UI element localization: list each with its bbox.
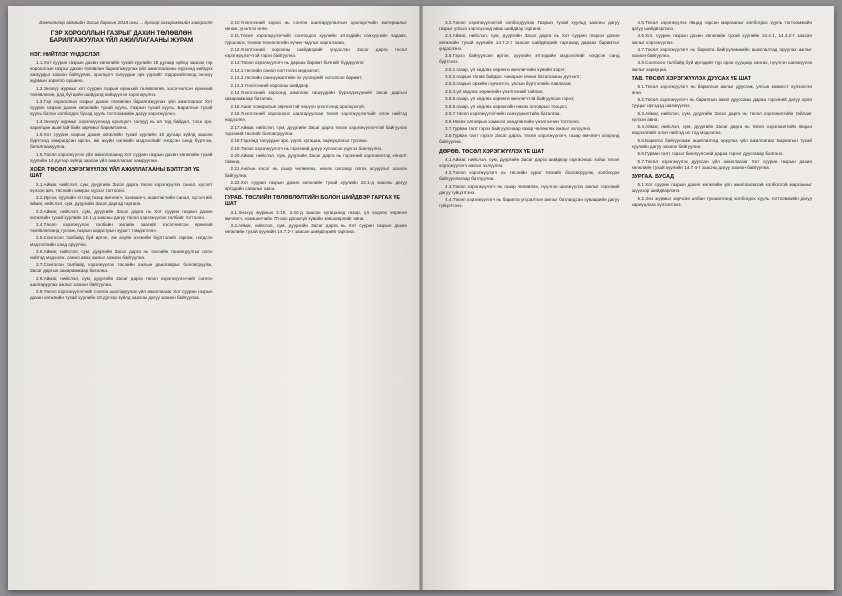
- paragraph: 2.19.Төсөл хэрэгжүүлэгч нь гэрээний дагуу хүлээсэн үүргээ биелүүлнэ.: [230, 145, 383, 151]
- paragraph: 2.13.Төсөл хэрэгжүүлэгч нь дараах баримт бичгийг бүрдүүлнэ:: [230, 60, 365, 66]
- paragraph: 4.8.Сонгосон талбайд буй иргэдийг түр орон сууцаар хангах, нүүлгэн шилжүүлэх ажлыг хариуцна.: [631, 60, 812, 72]
- right-page: [421, 6, 834, 590]
- paragraph: 4.7.Төсөл хэрэгжүүлэгч нь барилга байгууламжийн ашиглалтад оруулах ажлыг зохион байгуулна.: [631, 46, 812, 59]
- paragraph: 3.8.Гурван талт гэрээг Засаг дарга, төсөл хэрэгжүүлэгч, газар өмчлөгч хооронд байгуулна.: [439, 133, 620, 145]
- paragraph: 2.11.Төсөл хэрэгжүүлэгчийг сонгохдоо хуулийн этгээдийн санхүүгийн чадавх, туршлага, техник технологийн хүчин чадлыг харгалзана.: [224, 33, 407, 45]
- paragraph: 4.1.Аймаг, нийслэл, сум, дүүргийн Засаг дарга шийдвэр гаргаснаас хойш төсөл хэрэгжүүлэгч ажлыг эхлүүлнэ.: [439, 156, 620, 168]
- section-heading: ТАВ. ТӨСӨЛ ХЭРЭГЖҮҮЛЭХ ДУУСАХ ҮЕ ШАТ: [631, 75, 752, 82]
- paragraph: 3.2.Аймаг, нийслэл, сум, дүүргийн Засаг дарга нь Хот суурин газрын дахин хөгжлийн тухай хуулийн 14.7.2-т заасан шийдвэрийг гаргана.: [224, 223, 407, 235]
- paragraph: 2.9.Төсөл хэрэгжүүлэгчийг сонгон шалгаруулах үйл ажиллагааг Хот суурин газрын дахин хөгжлийн тухай хуулийн 19 дүгээр зүйлд заасны дагуу зохион байгуулна.: [30, 289, 213, 301]
- section-heading: ЗУРГАА. БУСАД: [631, 173, 674, 180]
- paragraph: 1.6.Төсөл хэрэгжүүлэх үйл ажиллагаанд Хот суурин газрын дахин хөгжлийн тухай хуулийн 14 дүгээр зүйлд заасан үйл ажиллагааг хамруулна.: [30, 151, 213, 163]
- paragraph: 5.1.Төсөл хэрэгжүүлэгч нь барилгын ажлыг дуусгаж, улсын комисст хүлээлгэн өгнө.: [631, 83, 812, 95]
- paragraph: 5.4.Аймаг, нийслэл, сум, дүүргийн Засаг дарга нь төсөл хэрэгжилтийн явцын мэдээллийг олон нийтэд ил тод мэдээлнэ.: [631, 124, 812, 136]
- left-page: [8, 6, 421, 590]
- left-page-column-1: [30, 20, 213, 580]
- paragraph: 2.14.Үнэлгээний хороонд ажиллах гишүүдийн бүрэлдэхүүнийг Засаг даргын захирамжаар батална.: [224, 90, 407, 102]
- paragraph: 2.15.Ашиг сонирхлын зөрчилтэй гишүүн үнэлгээнд оролцохгүй.: [230, 103, 366, 109]
- paragraph: 3.5.Гэрээ байгуулсан иргэн, хуулийн этгээдийн мэдээллийг нэгдсэн санд бүртгэнэ.: [439, 53, 620, 65]
- paragraph: 1.2.Энэхүү журмыг хот суурин газрын ерөнхий төлөвлөгөө, хэсэгчилсэн ерөнхий төлөвлөгөө, дэд бүтцийн шийдэлд нийцүүлэн хэрэгжүүлнэ.: [30, 85, 213, 97]
- paragraph: 3.5.5.газар, үл хөдлөх хөрөнгө өмчлөгчтэй байгуулсан гэрээ;: [445, 96, 575, 102]
- paragraph: 1.5.Хот суурин газрын дахин хөгжлийн тухай хуулийн 10 дугаар зүйлд заасан бүртгэлд хамрагдсан иргэн, аж ахуйн нэгжийн мэдээллийг нэгдсэн санд бүртгэж, баталгаажуулна.: [30, 132, 213, 150]
- paragraph: 4.2.Төсөл хэрэгжүүлэгч нь төслийн зураг төсвийг боловсруулж, холбогдох байгууллагаар батлуулна.: [439, 170, 620, 182]
- paragraph: 3.6.Нөхөх олговрын хэмжээг хөндлөнгийн үнэлгээчин тогтооно.: [445, 118, 581, 124]
- paragraph: 2.13.1.төслийн санал нэгтгэсэн мэдээлэл;: [230, 67, 320, 73]
- paragraph: 3.4.Аймаг, нийслэл, сум, дүүргийн Засаг дарга нь Хот суурин газрын дахин хөгжлийн тухай хуулийн 14.7.2-т заасан шийдвэрийг гаргахад дараах баримтыг үндэслэнэ.: [439, 33, 620, 51]
- left-page-column-2: [225, 20, 408, 580]
- page-gutter: [419, 6, 423, 590]
- paragraph: 3.7.Гурван талт гэрээ байгуулснаар газар чөлөөлөх ажлыг эхлүүлнэ.: [445, 126, 592, 131]
- section-heading: ГУРАВ. ТӨСЛИЙН ТӨЛӨВЛӨЛТИЙН БОЛОН ШИЙДВЭР ГАРГАХ ҮЕ ШАТ: [224, 195, 401, 208]
- paragraph: 5.5.Барилга байгууламж ашиглалтад оруулах үйл ажиллагааг Барилгын тухай хуулийн дагуу зохион байгуулна.: [631, 137, 812, 149]
- paragraph: 1.1.Хот суурин газрын дахин хөгжлийн тухай хуулийн 18 дугаар зүйлд заасан гэр хорооллын газрыг дахин төлөвлөн барилгажуулах үйл ажиллагааны хүрээнд хийгдэх ажлуудыг зохион байгуулах, оролцогч талуудын эрх үүргийг тодорхойлоход энэхүү журмын зорилго оршино.: [30, 60, 213, 84]
- section-heading: ДӨРӨВ. ТӨСӨЛ ХЭРЭГЖҮҮЛЭХ ҮЕ ШАТ: [439, 148, 545, 155]
- section-heading: НЭГ. НИЙТЛЭГ ҮНДЭСЛЭЛ: [30, 51, 100, 58]
- paragraph: 2.2.Иргэн, хуулийн этгээд газар өмчлөгч, эзэмшигч, ашиглагчийн санал, хүсэлтийг аймаг, нийслэл, сум, дүүргийн Засаг даргад гаргана.: [30, 195, 213, 207]
- paragraph: 2.17.Аймаг, нийслэл, сум, дүүргийн Засаг дарга төсөл хэрэгжүүлэгчтэй байгуулах гэрээний төслийг боловсруулна.: [224, 124, 407, 136]
- paragraph: 2.7.Сонгосон талбайд хэрэгжүүлэх төслийн ажлын даалгаврыг боловсруулж, Засаг даргын захирамжаар батална.: [30, 262, 213, 274]
- decree-note: Баянхонгор аймгийн Засаг даргын 2018 оны ... дугаар захирамжийн хавсралт: [39, 20, 213, 25]
- paragraph: 3.5.2.газрын төлөв байдал, чанарын хянан баталгааны дүгнэлт;: [445, 73, 582, 79]
- paragraph: 3.5.6.газар, үл хөдлөх хөрөнгийн нөхөх олговрын тооцоо;: [445, 103, 568, 109]
- document-title: ГЭР ХОРООЛЛЫН ГАЗРЫГ ДАХИН ТӨЛӨВЛӨН БАРИЛГАЖУУЛАХ ҮЙЛ АЖИЛЛАГААНЫ ЖУРАМ: [49, 30, 194, 45]
- paragraph: 2.5.Сонгосон талбайд буй иргэн, аж ахуйн нэгжийн бүртгэлийг гаргаж, нэгдсэн мэдээллийн санд оруулна.: [30, 235, 213, 247]
- paragraph: 4.6.Хот, суурин газрын дахин хөгжлийн тухай хуулийн 14.4.1, 14.4.2-т заасан ажлыг хэрэгжүүлнэ.: [631, 33, 812, 45]
- paragraph: 2.4.Төсөл хэрэгжүүлэх талбайн хилийн заагийг хэсэгчилсэн ерөнхий төлөвлөгөөнд тусгаж, газрын кадастрын зурагт тэмдэглэнэ.: [30, 221, 213, 234]
- paragraph: 2.12.Үнэлгээний хорооны шийдвэрийг үндэслэн Засаг дарга төсөл хэрэгжүүлэгчтэй гэрээ байгуулна.: [224, 46, 407, 59]
- paragraph: 2.1.Аймаг, нийслэл, сум, дүүргийн Засаг дарга төсөл хэрэгжүүлэх санал, хүсэлт хүлээн авч, төслийн хамрах хүрээг тогтооно.: [30, 181, 213, 193]
- paragraph: 2.13.2.төслийн санхүүжилтийн эх үүсвэрийг нотолсон баримт;: [230, 75, 363, 81]
- paragraph: 2.20.Аймаг, нийслэл, сум, дүүргийн Засаг дарга нь гэрээний хэрэгжилтэд хяналт тавина.: [224, 152, 407, 165]
- paragraph: 3.5.3.газрын эрхийн гэрчилгээ, улсын бүртгэлийн лавлагаа;: [445, 81, 572, 87]
- paragraph: 2.21.Ажлын хэсэг нь газар чөлөөлөх, нөхөх олговор олгох асуудлыг зохион байгуулна.: [224, 166, 407, 178]
- right-page-column-1: [439, 20, 620, 580]
- paragraph: 2.16.Үнэлгээний хорооноос шалгаруулсан төсөл хэрэгжүүлэгчийг олон нийтэд мэдээлнэ.: [224, 111, 407, 123]
- right-page-column-2: [632, 20, 813, 580]
- paragraph: 4.5.Төсөл хэрэгжүүлэх явцад гарсан маргааныг холбогдох хууль тогтоомжийн дагуу шийдвэрлэнэ.: [631, 20, 812, 32]
- paragraph: 2.6.Аймаг, нийслэл, сум, дүүргийн Засаг дарга нь төслийн танилцуулгыг олон нийтэд мэдээлж, санал авах ажлыг зохион байгуулна.: [30, 248, 213, 260]
- paragraph: 2.22.Хот суурин газрын дахин хөгжлийн тухай хуулийн 22.1-д заасны дагуу иргэдийн саналыг авна.: [224, 179, 407, 191]
- paragraph: 2.8.Аймаг, нийслэл, сум, дүүргийн Засаг дарга төсөл хэрэгжүүлэгчийг сонгон шалгаруулах ажлыг зохион байгуулна.: [30, 275, 213, 287]
- paragraph: 5.7.Төсөл хэрэгжүүлэх дууссан үйл ажиллагааг Хот суурин газрын дахин хөгжлийн тухай хуулийн 14.7.4-т заасны дагуу зохион байгуулна.: [631, 158, 812, 170]
- section-heading: ХОЁР. ТӨСӨЛ ХЭРЭГЖҮҮЛЭХ ҮЙЛ АЖИЛЛАГААНЫ БЭЛТГЭЛ ҮЕ ШАТ: [30, 166, 200, 180]
- paragraph: 3.5.4.үл хөдлөх хөрөнгийн үнэлгээний тайлан;: [445, 88, 544, 94]
- paragraph: 1.3.Гэр хорооллын газрыг дахин төлөвлөн барилгажуулах үйл ажиллагааг Хот суурин газрын дахин хөгжлийн тухай хууль, Газрын тухай хууль, Барилгын тухай хууль болон холбогдох бусад хууль тогтоомжийн дагуу хэрэгжүүлнэ.: [30, 99, 213, 117]
- paragraph: 6.2.Энэ журмыг зөрчсөн албан тушаалтанд холбогдох хууль тогтоомжийн дагуу хариуцлага хүлээлгэнэ.: [631, 195, 812, 207]
- paragraph: 1.4.Энэхүү журмыг хэрэгжүүлэхэд оролцогч талууд нь ил тод байдал, тэгш эрх, харилцан ашигтай байх зарчмыг баримтална.: [30, 118, 213, 130]
- paragraph: 2.18.Гэрээнд талуудын эрх, үүрэг, хугацаа, хариуцлагыг тусгана.: [230, 138, 368, 144]
- paragraph: 5.3.Аймаг, нийслэл, сум, дүүргийн Засаг дарга нь төсөл хэрэгжилтийн тайланг хүлээн авна.: [631, 110, 812, 122]
- paragraph: 4.4.Төсөл хэрэгжүүлэгч нь барилга угсралтын ажлыг батлагдсан хуваарийн дагуу гүйцэтгэнэ.: [439, 197, 620, 209]
- paragraph: 3.5.1.газар, үл хөдлөх хөрөнгө өмчлөгчийн хувийн хэрэг;: [445, 66, 566, 72]
- paragraph: 3.3.Төсөл хэрэгжүүлэхтэй холбогдуулан Газрын тухай хуульд заасны дагуу газрыг улсын хэрэгцээнд авах шийдвэр гаргана.: [439, 20, 620, 32]
- paragraph: 3.5.7.төсөл хэрэгжүүлэгчийн санхүүжилтийн баталгаа.: [445, 111, 561, 117]
- paragraph: 2.13.3.Үнэлгээний хорооны шийдвэр.: [230, 82, 310, 88]
- paragraph: 2.3.Аймаг, нийслэл, сум, дүүргийн Засаг дарга нь Хот суурин газрын дахин хөгжлийн тухай хуулийн 14.1-д заасны дагуу төсөл хэрэгжүүлэх талбайг тогтооно.: [30, 208, 213, 220]
- paragraph: 3.1.Энэхүү журмын 2.19, 2.20-д заасан хугацаанд газар, үл хөдлөх хөрөнгө өмчлөгч, эзэмшигчийн 70-аас доошгүй хувийн зөвшөөрлийг авна.: [224, 209, 407, 221]
- paragraph: 4.3.Төсөл хэрэгжүүлэгч нь газар чөлөөлөх, нүүлгэн шилжүүлэх ажлыг гэрээний дагуу гүйцэтгэнэ.: [439, 183, 620, 195]
- booklet-spread: [8, 6, 834, 590]
- paragraph: 2.10.Үнэлгээний хороо нь сонгон шалгаруулалтын оролцогчийн материалыг хянаж, үнэлгээ өгнө.: [224, 20, 407, 32]
- paragraph: 5.2.Төсөл хэрэгжүүлэгч нь барилгын ажил дууссаны дараа гэрээний дагуу орон сууцыг иргэдэд шилжүүлнэ.: [631, 97, 812, 109]
- paragraph: 5.6.Гурван талт гэрээг биелүүлсний дараа гэрээг дуусгавар болгоно.: [637, 151, 784, 157]
- paragraph: 6.1.Хот суурин газрын дахин хөгжлийн үйл ажиллагаатай холбоотой маргааныг шүүхээр шийдвэрлэнэ.: [631, 182, 812, 194]
